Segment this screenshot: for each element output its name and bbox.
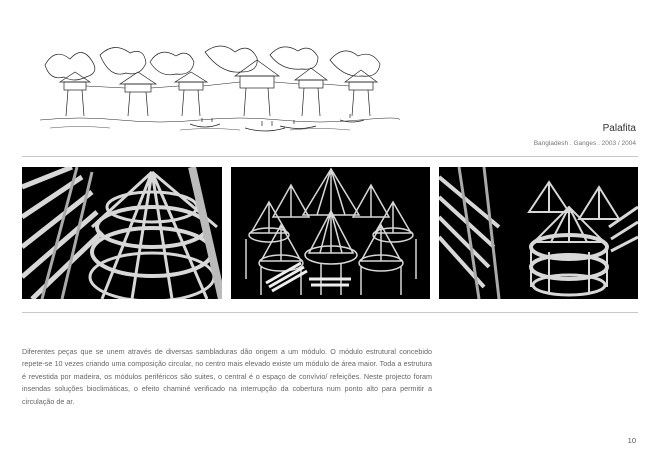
render-image-interior [22,167,222,299]
render-image-aerial [231,167,430,299]
sketch-illustration [40,40,400,140]
project-title: Palafita [602,123,636,134]
project-location-date: Bangladesh . Ganges . 2003 / 2004 [533,140,636,147]
divider-bottom [22,312,638,313]
render-image-detail [439,167,638,299]
project-description: Diferentes peças que se unem através de diversas sambladuras dão origem a um módulo. O módulo estrutural concebido repete-se 10 vezes criando uma composição circular, no centro mais elevado existe um módulo de área maior. Toda a estrutura é revestida por madeira, os módulos periféricos são suites, o central é o espaço de convívio/ refeições. Neste projecto foram insendas soluções bioclimáticas, o efeito chaminé verificado na interrupção da cobertura num ponto alto para permitir a circulação de ar. [22,347,432,406]
page-number: 10 [627,436,636,445]
divider-top [22,156,638,157]
